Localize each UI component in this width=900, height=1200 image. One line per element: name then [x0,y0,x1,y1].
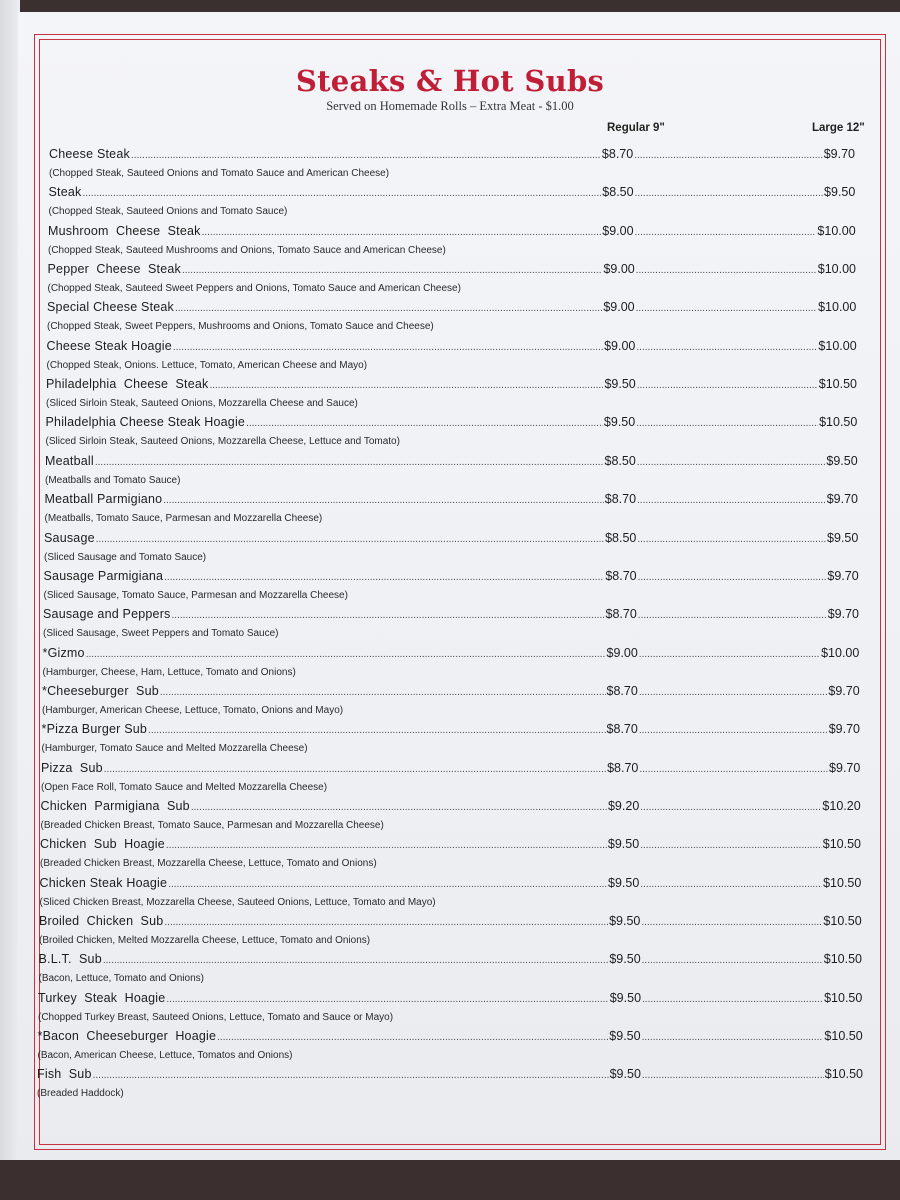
item-name: Meatball Parmigiano [44,492,163,507]
menu-item [42,684,860,702]
price-large: $10.00 [817,262,856,277]
item-description: (Breaded Chicken Breast, Tomato Sauce, Parmesan and Mozzarella Cheese) [40,819,384,831]
item-description: (Sliced Sausage and Tomato Sauce) [44,551,207,563]
price-large: $9.70 [827,607,859,622]
menu-item [39,952,863,970]
dot-leader [642,994,823,1005]
item-description: (Sliced Chicken Breast, Mozzarella Cheese, Sauteed Onions, Lettuce, Tomato and Mayo) [39,896,436,908]
menu-item [40,876,862,894]
dot-leader [639,725,828,736]
price-regular: $8.70 [606,683,638,698]
menu-item [48,262,857,280]
item-name: Chicken Parmigiana Sub [40,798,190,813]
item-description: (Meatballs and Tomato Sauce) [45,474,181,486]
dot-leader [164,917,608,928]
dot-leader [175,303,602,314]
price-regular: $9.50 [609,990,642,1005]
dot-leader [95,457,604,468]
item-name: *Bacon Cheeseburger Hoagie [37,1029,217,1044]
dot-leader [637,380,818,391]
menu-item [37,1067,863,1085]
dot-leader [164,572,604,583]
price-large: $10.50 [823,952,862,967]
dot-leader [86,649,606,660]
menu-item [49,185,856,203]
dot-leader [642,1070,824,1081]
item-description: (Chopped Steak, Onions. Lettuce, Tomato, American Cheese and Mayo) [46,359,368,371]
price-large: $10.50 [824,1029,863,1044]
price-regular: $9.50 [607,837,640,852]
dot-leader [173,342,603,353]
item-description: (Hamburger, American Cheese, Lettuce, Tomato, Onions and Mayo) [42,704,344,716]
price-regular: $9.50 [609,914,641,928]
item-description: (Broiled Chicken, Melted Mozzarella Cheese, Lettuce, Tomato and Onions) [39,935,371,946]
dot-leader [640,802,821,813]
price-regular: $8.70 [601,147,634,161]
menu-item [42,722,861,740]
menu-title: Steaks & Hot Subs [295,64,605,98]
item-description: (Chopped Steak, Sauteed Onions and Tomato Sauce) [48,206,288,218]
price-large: $10.00 [817,223,856,238]
price-regular: $8.70 [605,607,637,622]
item-description: (Sliced Sausage, Sweet Peppers and Tomato Sauce) [43,628,279,640]
price-regular: $9.50 [609,1029,641,1044]
price-regular: $8.50 [602,185,634,200]
menu-item [38,1029,863,1047]
dot-leader [640,840,822,851]
menu-item [46,377,857,395]
item-name: Cheese Steak [49,147,130,161]
item-name: Turkey Steak Hoagie [38,990,166,1005]
menu-item [41,761,860,779]
price-large: $10.50 [818,377,857,392]
item-name: Mushroom Cheese Steak [48,223,201,238]
item-name: Philadelphia Cheese Steak Hoagie [45,415,246,430]
price-large: $10.50 [824,1067,863,1082]
menu-item [44,531,858,549]
item-description: (Chopped Steak, Sauteed Onions and Tomato Sauce and American Cheese) [49,168,390,179]
item-name: Philadelphia Cheese Steak [46,377,209,392]
price-large: $10.50 [823,875,862,890]
price-large: $9.70 [823,147,855,161]
price-large: $10.20 [822,798,861,813]
price-large: $9.50 [826,453,858,468]
item-name: Pepper Cheese Steak [47,262,181,277]
column-header-regular: Regular 9" [607,122,665,134]
item-name: Broiled Chicken Sub [39,914,164,928]
dot-leader [82,188,601,199]
menu-item [45,454,858,472]
item-name: *Cheeseburger Sub [42,683,159,698]
dot-leader [103,955,609,966]
menu-item [38,991,862,1009]
item-description: (Meatballs, Tomato Sauce, Parmesan and Mozzarella Cheese) [44,513,323,525]
menu-item [44,569,859,587]
menu-item [43,607,859,625]
price-large: $9.70 [828,722,860,737]
price-regular: $9.50 [604,377,636,392]
item-description: (Hamburger, Tomato Sauce and Melted Mozzarella Cheese) [41,743,308,755]
price-regular: $9.50 [608,875,640,890]
price-regular: $9.20 [607,798,640,813]
price-regular: $9.50 [609,952,641,967]
price-regular: $8.70 [606,722,638,737]
item-name: Cheese Steak Hoagie [46,338,172,353]
item-description: (Sliced Sirloin Steak, Sauteed Onions, Mozzarella Cheese, Lettuce and Tomato) [45,436,400,448]
dot-leader [635,227,817,238]
price-large: $10.00 [821,645,860,660]
menu-subtitle: Served on Homemade Rolls – Extra Meat - $1.00 [326,99,574,113]
item-name: Fish Sub [37,1067,92,1082]
dot-leader [639,764,828,775]
item-description: (Bacon, Lettuce, Tomato and Onions) [38,973,204,985]
price-regular: $8.50 [604,453,636,468]
item-description: (Chopped Steak, Sauteed Sweet Peppers and Onions, Tomato Sauce and American Cheese) [47,283,461,295]
dot-leader [166,840,607,851]
price-regular: $9.50 [609,1067,641,1082]
menu-item [41,799,861,817]
item-description: (Chopped Turkey Breast, Sauteed Onions, Lettuce, Tomato and Sauce or Mayo) [38,1011,394,1023]
price-large: $10.50 [823,914,862,928]
price-regular: $9.00 [603,262,635,277]
price-large: $9.70 [827,568,859,583]
price-regular: $9.00 [606,645,638,660]
menu-item [48,224,856,242]
item-name: Special Cheese Steak [47,300,174,315]
dot-leader [637,534,826,545]
dot-leader [166,994,608,1005]
item-name: Steak [48,185,82,200]
dot-leader [217,1032,608,1043]
dot-leader [131,150,601,161]
dot-leader [636,303,817,314]
price-large: $9.50 [827,530,859,545]
price-regular: $8.50 [605,530,637,545]
dot-leader [160,687,606,698]
dot-leader [148,725,606,736]
item-name: Chicken Steak Hoagie [39,875,168,890]
item-name: B.L.T. Sub [38,952,102,967]
item-description: (Open Face Roll, Tomato Sauce and Melted Mozzarella Cheese) [41,781,328,793]
dot-leader [202,227,602,238]
item-description: (Sliced Sausage, Tomato Sauce, Parmesan and Mozzarella Cheese) [43,589,348,601]
dot-leader [191,802,607,813]
item-name: Sausage and Peppers [43,607,171,622]
dot-leader [642,1032,824,1043]
item-name: Meatball [45,453,94,468]
dot-leader [636,265,817,276]
dot-leader [172,610,605,621]
menu-item [43,646,860,664]
dot-leader [209,380,603,391]
dot-leader [182,265,603,276]
menu-item [45,492,859,510]
item-name: Sausage [44,530,95,545]
item-description: (Chopped Steak, Sauteed Mushrooms and Onions, Tomato Sauce and American Cheese) [48,244,446,256]
item-name: Pizza Sub [41,760,103,775]
dot-leader [93,1070,609,1081]
menu-item [46,415,858,433]
price-large: $10.50 [824,990,863,1005]
price-large: $10.00 [818,338,857,353]
menu-item [39,914,862,932]
item-description: (Breaded Chicken Breast, Mozzarella Cheese, Lettuce, Tomato and Onions) [40,858,377,870]
dot-leader [168,879,607,890]
item-description: (Hamburger, Cheese, Ham, Lettuce, Tomato and Onions) [42,666,296,678]
item-name: Sausage Parmigiana [43,568,164,583]
price-large: $9.70 [829,760,861,775]
dot-leader [639,687,828,698]
price-large: $10.00 [818,300,857,315]
item-description: (Sliced Sirloin Steak, Sauteed Onions, Mozzarella Cheese and Sauce) [46,398,358,410]
price-regular: $9.50 [603,415,636,430]
menu-item [49,147,855,165]
price-regular: $8.70 [605,568,637,583]
dot-leader [639,649,820,660]
dot-leader [636,342,817,353]
dot-leader [641,917,822,928]
menu-item [47,300,856,318]
price-large: $10.50 [819,415,858,430]
price-regular: $9.00 [603,300,635,315]
item-description: (Chopped Steak, Sweet Peppers, Mushrooms and Onions, Tomato Sauce and Cheese) [47,321,434,333]
item-description: (Bacon, American Cheese, Lettuce, Tomatos and Onions) [37,1050,293,1062]
table-surface [0,1160,900,1200]
dot-leader [163,495,604,506]
dot-leader [637,495,826,506]
dot-leader [642,955,823,966]
dot-leader [246,418,603,429]
menu-item [40,837,861,855]
dot-leader [96,534,604,545]
price-large: $9.70 [826,492,858,507]
price-large: $10.50 [822,837,861,852]
price-large: $9.50 [824,185,856,200]
price-regular: $8.70 [604,492,637,507]
dot-leader [638,572,827,583]
item-description: (Breaded Haddock) [37,1088,124,1100]
menu-item [47,339,857,357]
dot-leader [104,764,606,775]
item-name: *Pizza Burger Sub [41,722,148,737]
dot-leader [636,418,818,429]
dot-leader [640,879,822,890]
price-regular: $8.70 [607,760,639,775]
item-name: *Gizmo [42,645,85,660]
price-large: $9.70 [828,683,860,698]
dot-leader [635,188,823,199]
price-regular: $9.00 [602,223,634,238]
dot-leader [634,150,823,161]
dot-leader [638,610,827,621]
item-name: Chicken Sub Hoagie [40,837,165,852]
dot-leader [637,457,826,468]
price-regular: $9.00 [604,338,636,353]
column-header-large: Large 12" [812,122,865,134]
